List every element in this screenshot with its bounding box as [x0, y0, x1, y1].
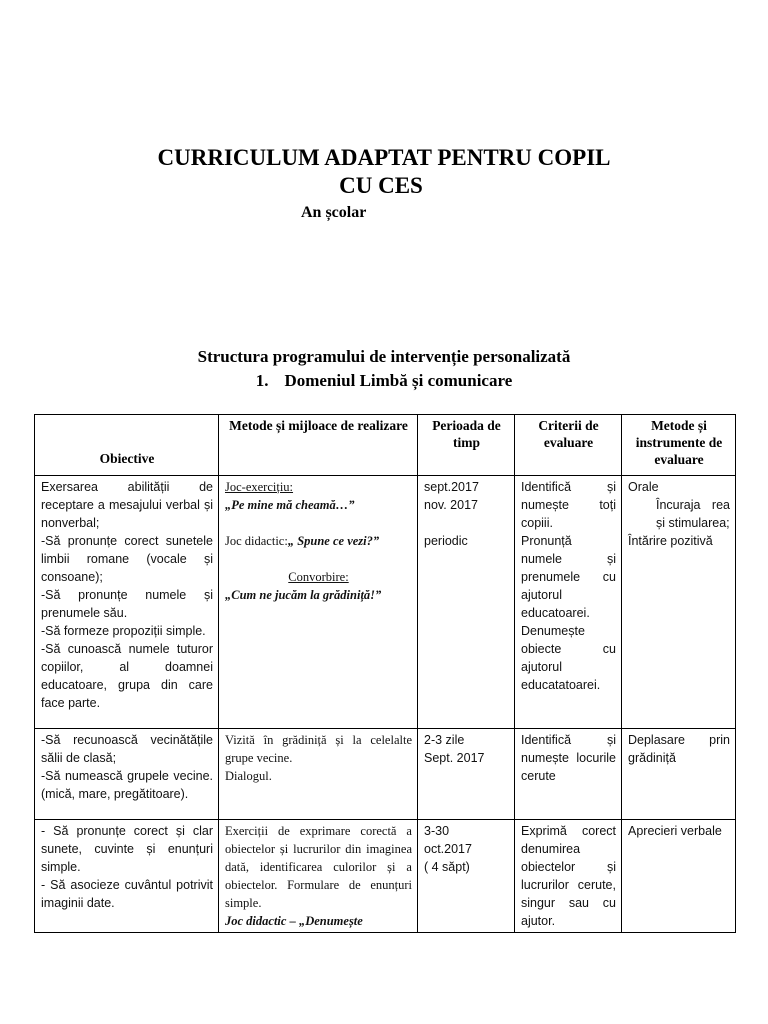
didactic-game-label: Joc didactic: [225, 534, 288, 548]
period-item: nov. 2017 [424, 498, 478, 512]
objective-item: -Să pronunțe corect sunetele limbii romane (vocale și consoane); [41, 534, 213, 584]
period-item: periodic [424, 534, 468, 548]
structure-title: Structura programului de intervenție personalizată [197, 347, 571, 366]
methods-cell [219, 729, 418, 820]
table-row [35, 820, 736, 933]
eval-cell [622, 729, 736, 820]
objective-item: - Să pronunțe corect și clar sunete, cuvinte și enunțuri simple. [41, 824, 213, 874]
methods-cell [219, 476, 418, 729]
period-cell [418, 820, 515, 933]
method-item: Dialogul. [225, 769, 272, 783]
methods-cell [219, 820, 418, 933]
game-exercise-label: Joc-exercițiu: [225, 480, 294, 494]
criteria-item: Pronunță numele și prenumele cu ajutorul educatoarei. [521, 534, 616, 620]
objective-item: - Să asocieze cuvântul potrivit imaginii date. [41, 878, 213, 910]
document-title-line2: CU CES [339, 173, 423, 198]
game-exercise-title: „Pe mine mă cheamă…” [225, 498, 355, 512]
objective-item: -Să pronunțe numele și prenumele său. [41, 588, 213, 620]
eval-cell [622, 476, 736, 729]
header-criteria: Criterii de evaluare [515, 415, 622, 476]
period-item: Sept. 2017 [424, 751, 485, 765]
objective-item: -Să recunoască vecinătățile sălii de clasă; [41, 733, 213, 765]
domain-title: Domeniul Limbă și comunicare [284, 371, 513, 390]
period-item: oct.2017 [424, 842, 472, 856]
period-item: 3-30 [424, 824, 450, 838]
eval-item: Întărire pozitivă [628, 534, 713, 548]
period-cell [418, 476, 515, 729]
domain-heading [0, 369, 768, 392]
criteria-item: Denumește obiecte cu ajutorul educatatoarei. [521, 624, 616, 692]
eval-item: Orale [628, 480, 659, 494]
header-objectives: Obiective [35, 415, 219, 476]
method-item: Vizită în grădiniță și la celelalte grupe vecine. [225, 733, 412, 765]
header-eval-methods: Metode și instrumente de evaluare [622, 415, 736, 476]
criteria-item: Exprimă corect denumirea obiectelor și lucrurilor cerute, singur sau cu ajutor. [521, 824, 616, 928]
period-cell [418, 729, 515, 820]
didactic-game-title: „ Spune ce vezi?” [287, 534, 380, 548]
criteria-item: Identifică și numește locurile cerute [521, 733, 616, 783]
table-row [35, 729, 736, 820]
objective-item: Exersarea abilității de receptare a mesajului verbal și nonverbal; [41, 480, 213, 530]
objectives-cell [35, 729, 219, 820]
didactic-game [225, 532, 412, 550]
period-item: sept.2017 [424, 480, 479, 494]
domain-number: 1. [255, 371, 269, 390]
method-text: Exerciții de exprimare corectă a obiectelor și lucrurilor din imaginea dată, identificarea culorilor și a obiectelor. Formulare de enunțuri simple. [225, 824, 412, 910]
didactic-game-title: Joc didactic – „Denumește [225, 914, 363, 928]
header-methods: Metode și mijloace de realizare [219, 415, 418, 476]
objectives-cell [35, 476, 219, 729]
criteria-cell [515, 820, 622, 933]
period-item: 2-3 zile [424, 733, 465, 747]
period-item: ( 4 săpt) [424, 860, 470, 874]
eval-item: Deplasare prin grădiniță [628, 733, 730, 765]
intervention-table [34, 414, 736, 933]
objective-item: -Să formeze propoziții simple. [41, 624, 206, 638]
conversation-label: Convorbire: [288, 570, 349, 584]
criteria-item: Identifică și numește toți copiii. [521, 480, 616, 530]
table-row [35, 476, 736, 729]
objective-item: -Să cunoască numele tuturor copiilor, al doamnei educatoare, grupa din care face parte. [41, 642, 213, 710]
eval-item: Încuraja rea și stimularea; [656, 498, 730, 530]
header-period: Perioada de timp [418, 415, 515, 476]
objectives-cell [35, 820, 219, 933]
table-header-row [35, 415, 736, 476]
conversation-title: „Cum ne jucăm la grădiniță!” [225, 588, 382, 602]
school-year-label: An școlar [301, 204, 367, 221]
criteria-cell [515, 476, 622, 729]
document-title-line1: CURRICULUM ADAPTAT PENTRU COPIL [157, 145, 611, 170]
eval-item: Aprecieri verbale [628, 824, 722, 838]
objective-item: -Să numească grupele vecine. (mică, mare, pregătitoare). [41, 769, 213, 801]
eval-cell [622, 820, 736, 933]
criteria-cell [515, 729, 622, 820]
